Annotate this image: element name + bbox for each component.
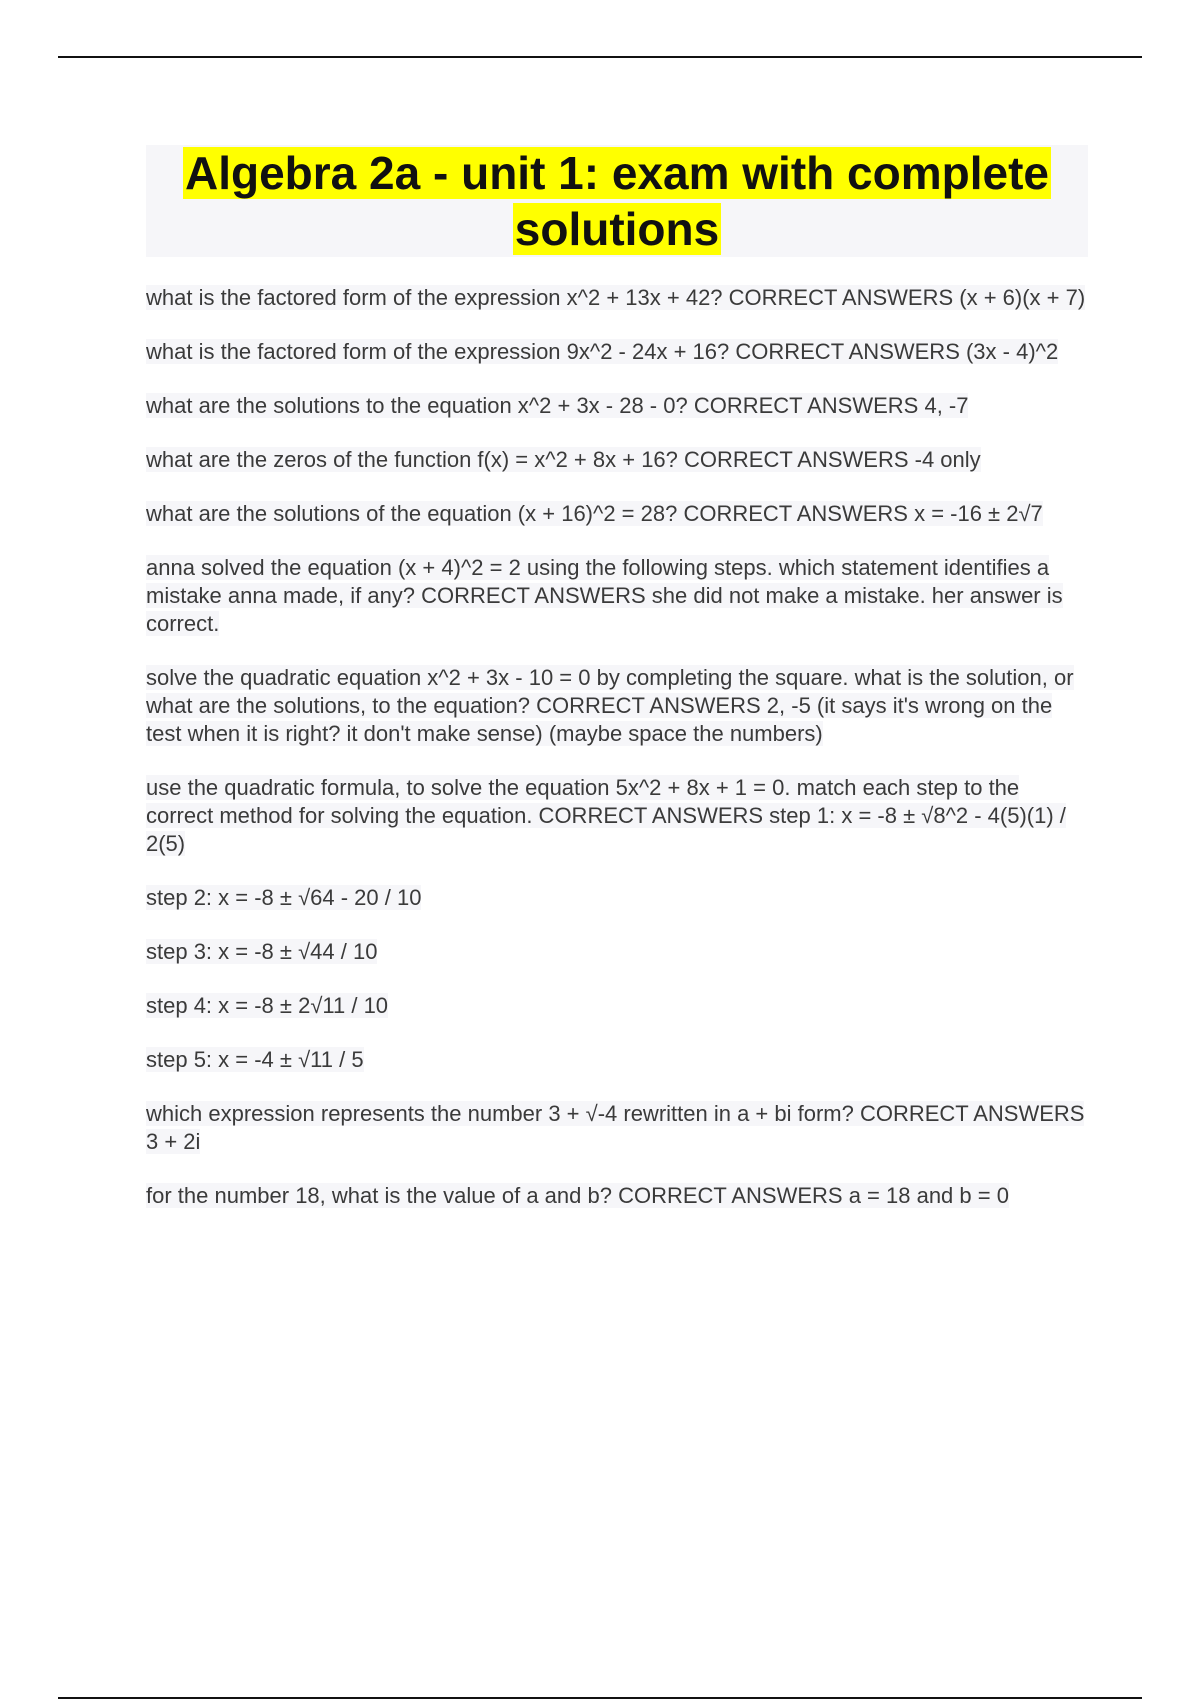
top-rule xyxy=(58,56,1142,58)
paragraph-10-text: step 3: x = -8 ± √44 / 10 xyxy=(146,939,378,964)
paragraph-13 xyxy=(146,1100,1088,1156)
paragraph-3 xyxy=(146,392,1088,420)
paragraph-8-text: use the quadratic formula, to solve the equation 5x^2 + 8x + 1 = 0. match each step to the correct method for solving the equation. CORRECT ANSWERS step 1: x = -8 ± √8^2 - 4(5)(1) / 2(5) xyxy=(146,775,1066,856)
paragraph-2 xyxy=(146,338,1088,366)
paragraph-9-text: step 2: x = -8 ± √64 - 20 / 10 xyxy=(146,885,422,910)
paragraph-9 xyxy=(146,884,1088,912)
paragraph-8 xyxy=(146,774,1088,858)
paragraph-4 xyxy=(146,446,1088,474)
paragraph-13-text: which expression represents the number 3 + √-4 rewritten in a + bi form? CORRECT ANSWERS 3 + 2i xyxy=(146,1101,1085,1154)
paragraph-11-text: step 4: x = -8 ± 2√11 / 10 xyxy=(146,993,389,1018)
document-body xyxy=(146,284,1088,1236)
paragraph-7-text: solve the quadratic equation x^2 + 3x - 10 = 0 by completing the square. what is the solution, or what are the solutions, to the equation? CORRECT ANSWERS 2, -5 (it says it's wrong on the test when it is right? it don't make sense) (maybe space the numbers) xyxy=(146,665,1074,746)
document-title xyxy=(146,145,1088,257)
paragraph-1-text: what is the factored form of the expression x^2 + 13x + 42? CORRECT ANSWERS (x + 6)(x + 7) xyxy=(146,285,1086,310)
paragraph-14 xyxy=(146,1182,1088,1210)
paragraph-10 xyxy=(146,938,1088,966)
paragraph-1 xyxy=(146,284,1088,312)
paragraph-5 xyxy=(146,500,1088,528)
bottom-rule xyxy=(58,1697,1142,1699)
paragraph-5-text: what are the solutions of the equation (x + 16)^2 = 28? CORRECT ANSWERS x = -16 ± 2√7 xyxy=(146,501,1043,526)
paragraph-12 xyxy=(146,1046,1088,1074)
paragraph-6 xyxy=(146,554,1088,638)
paragraph-12-text: step 5: x = -4 ± √11 / 5 xyxy=(146,1047,364,1072)
paragraph-2-text: what is the factored form of the expression 9x^2 - 24x + 16? CORRECT ANSWERS (3x - 4)^2 xyxy=(146,339,1059,364)
paragraph-4-text: what are the zeros of the function f(x) = x^2 + 8x + 16? CORRECT ANSWERS -4 only xyxy=(146,447,981,472)
paragraph-3-text: what are the solutions to the equation x^2 + 3x - 28 - 0? CORRECT ANSWERS 4, -7 xyxy=(146,393,969,418)
paragraph-7 xyxy=(146,664,1088,748)
title-block xyxy=(146,145,1088,257)
document-title-text: Algebra 2a - unit 1: exam with complete solutions xyxy=(185,147,1049,255)
paragraph-6-text: anna solved the equation (x + 4)^2 = 2 using the following steps. which statement identifies a mistake anna made, if any? CORRECT ANSWERS she did not make a mistake. her answer is correct. xyxy=(146,555,1063,636)
paragraph-11 xyxy=(146,992,1088,1020)
paragraph-14-text: for the number 18, what is the value of a and b? CORRECT ANSWERS a = 18 and b = 0 xyxy=(146,1183,1009,1208)
